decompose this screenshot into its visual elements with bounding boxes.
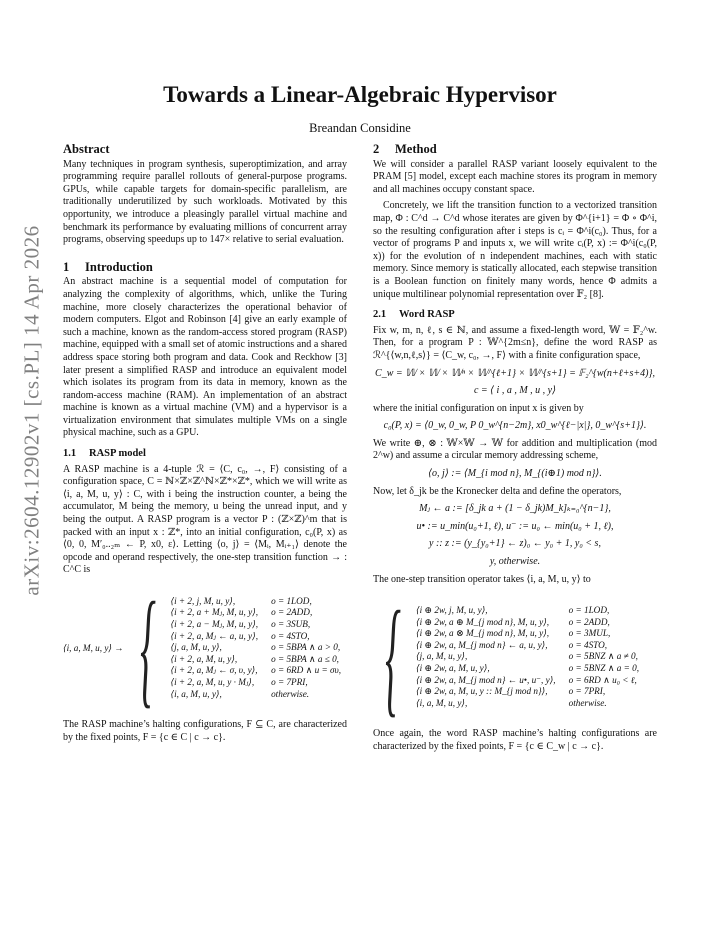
arxiv-stamp (14, 160, 50, 660)
word-rasp-heading (373, 309, 657, 322)
method-p1: We will consider a parallel RASP variant loosely equivalent to the PRAM [5] model, except each machine stores its program in memory and all machines occupy constant space. (373, 158, 657, 195)
case-expression: ⟨i + 2, a, M, u, y · Mⱼ⟩, (170, 676, 255, 687)
right-column (373, 143, 657, 757)
case-condition: o = 5BPA ∧ a ≤ 0, (271, 653, 339, 664)
case-row (168, 665, 345, 677)
method-number: 2 (373, 142, 380, 156)
case-row (413, 675, 642, 687)
arxiv-id: arXiv:2604.12902v1 [cs.PL] 14 Apr 2026 (19, 224, 44, 596)
rasp-model-text: A RASP machine is a 4-tuple ℛ = ⟨C, c₀, →, F⟩ consisting of a configuration space, C = ℕ×ℤ×ℤ^ℕ×ℤ*×ℤ*, which we will write as ⟨i, a, M, u, y⟩ : C, with i being the instruction counter, a being the accumulator, M being the memory, u being the unread input, and y being the output. A RASP program is a vector P : (ℤ×ℤ)^m that is packed with an input x : ℤ*, into an initial configuration, c₀(P, x) as ⟨0, 0, M′₀..₂ₘ ← P, x0, ε⟩. Letting ⟨o, j⟩ = ⟨Mᵢ, Mᵢ₊₁⟩ denote the opcode and operand respectively, the one-step transition function → : C^C is (63, 463, 347, 576)
initial-config-equation: c₀(P, x) = ⟨0_w, 0_w, P 0_w^{n−2m}, x0_w^{ℓ−|x|}, 0_w^{s+1}⟩. (383, 420, 647, 432)
case-row (168, 689, 345, 701)
rasp-cases-table (168, 596, 345, 700)
case-row (168, 607, 345, 619)
rasp-transition-equation (63, 576, 347, 720)
output-append-otherwise: y, otherwise. (489, 556, 541, 568)
case-expression: ⟨i ⊕ 2w, j, M, u, y⟩, (416, 605, 488, 616)
abstract-text: Many techniques in program synthesis, superoptimization, and array programming require parallel rollouts of general-purpose programs. GPUs, while capable targets for domain-specific parallelism, are traditionally underutilized by such workloads. Motivated by this opportunity, we introduce a pleasingly parallel virtual machine and benchmark its performance by evaluating millions of concurrent array programs, observing speedups up to 147× relative to serial evaluation. (63, 158, 347, 246)
case-condition: o = 4STO, (271, 630, 310, 641)
case-expression: ⟨i ⊕ 2w, a, M, u, y :: M_{j mod n}⟩, (416, 686, 548, 697)
case-row (168, 619, 345, 631)
case-expression: ⟨i + 2, a, M, u, y⟩, (170, 653, 238, 664)
word-rasp-cases-table (413, 605, 642, 709)
output-append-equation: y :: z := (y_{y₀+1} ← z)₀ ← y₀ + 1, y₀ < s, (429, 538, 601, 550)
input-operators-equation: u• := u_min(u₀+1, ℓ), u⁻ := u₀ ← min(u₀ + 1, ℓ), (416, 520, 614, 532)
case-row (413, 698, 642, 710)
case-expression: ⟨i + 2, j, M, u, y⟩, (170, 595, 236, 606)
case-row (413, 605, 642, 617)
case-row (413, 663, 642, 675)
case-row (413, 628, 642, 640)
case-condition: o = 6RD ∧ u = συ, (271, 665, 342, 676)
word-rasp-p2: where the initial configuration on input x is given by (373, 402, 584, 414)
case-expression: ⟨i + 2, a, Mⱼ ← σ, υ, y⟩, (170, 665, 258, 676)
abstract-heading: Abstract (63, 142, 110, 156)
intro-text: An abstract machine is a sequential model of computation for analyzing the complexity of algorithms, which, unlike the Turing machine, more closely characterizes the operational behavior of modern computers. Elgot and Robinson [4] give an early example of such a machine, known as the random-access stored program (RASP) machine, equipped with a small set of atomic instructions and a shared address space storing both program and data. Cook and Reckhow [3] later present a simplified RASP and introduce an equivalent model which isolates its program from its data in memory, known as the random-access machine (RAM). An implementation of an abstract machine is known as a virtual machine (VM) and a hypervisor is a virtualization environment that simulates multiple VMs on a single physical machine, such as a GPU. (63, 276, 347, 439)
case-row (413, 617, 642, 629)
word-rasp-closing-text: Once again, the word RASP machine’s halting configurations are characterized by the fixed points, F = {c ∈ C_w | c → c}. (373, 728, 657, 752)
method-title: Method (395, 142, 437, 156)
case-row (168, 596, 345, 608)
case-condition: o = 5BNZ ∧ a = 0, (568, 663, 640, 674)
left-brace: { (385, 585, 401, 730)
word-rasp-transition-equation (373, 585, 657, 730)
case-expression: ⟨j, a, M, u, y⟩, (416, 651, 468, 662)
case-row (168, 642, 345, 654)
case-expression: ⟨i ⊕ 2w, a, M, u, y⟩, (416, 663, 490, 674)
case-condition: o = 7PRI, (568, 686, 606, 697)
case-condition: o = 3MUL, (568, 628, 611, 639)
case-expression: ⟨i + 2, a, Mⱼ ← a, u, y⟩, (170, 630, 259, 641)
addressing-equation: ⟨o, j⟩ := ⟨M_{i mod n}, M_{(i⊕1) mod n}⟩. (428, 468, 602, 480)
case-condition: o = 7PRI, (271, 676, 308, 687)
method-heading (373, 143, 657, 156)
word-rasp-p4: Now, let δ_jk be the Kronecker delta and define the operators, (373, 485, 622, 497)
config-space-equation: C_w = 𝕎 × 𝕎 × 𝕎ⁿ × 𝕎^{ℓ+1} × 𝕎^{s+1} = 𝔽₂^{w(n+ℓ+s+4)}, (375, 367, 655, 379)
case-expression: ⟨i + 2, a + Mⱼ, M, u, y⟩, (170, 607, 259, 618)
word-rasp-number: 2.1 (373, 309, 387, 321)
case-row (413, 686, 642, 698)
case-row (413, 640, 642, 652)
case-expression: ⟨i, a, M, u, y⟩, (416, 697, 468, 708)
method-p2: Concretely, we lift the transition function to a vectorized transition map, Φ : C^d → C^d whose iterates are given by Φ^{i+1} = Φ ∘ Φ^i, so the resulting configuration after i steps is cᵢ = Φ^i(c₀). Thus, for a vector of programs P and inputs x, we will write cᵢ(P, x) := Φ^i(c₀(P, x)) for the evolution of n independent machines, each with static memory. Since memory is statically allocated, each stepwise transition is a Boolean function on finitely many words, hence Φ admits a unique multilinear polynomial representation over 𝔽₂ [8]. (373, 200, 657, 300)
paper-author: Breandan Considine (309, 121, 411, 135)
case-condition: o = 4STO, (568, 639, 608, 650)
rasp-model-number: 1.1 (63, 448, 77, 460)
config-tuple-equation: c = ⟨ i , a , M , u , y⟩ (473, 385, 557, 397)
case-expression: ⟨i + 2, a − Mⱼ, M, u, y⟩, (170, 619, 259, 630)
memory-write-equation: Mⱼ ← a := [δ_jk a + (1 − δ_jk)M_k]ₖ₌₀^{n−1}, (419, 503, 611, 515)
word-rasp-p1: Fix w, m, n, ℓ, s ∈ ℕ, and assume a fixed-length word, 𝕎 = 𝔽₂^w. Then, for a program P : 𝕎^{2m≤n}, define the word RASP as ℛ^{⟨w,n,ℓ,s⟩} = ⟨C_w, c₀, →, F⟩ with a finite configuration space, (373, 324, 657, 361)
rasp-model-title: RASP model (89, 448, 146, 460)
rasp-closing-text: The RASP machine’s halting configurations, F ⊆ C, are characterized by the fixed points, F = {c ∈ C | c → c}. (63, 719, 347, 743)
intro-title: Introduction (85, 259, 153, 274)
case-row (413, 651, 642, 663)
rasp-transition-lhs: ⟨i, a, M, u, y⟩ → (63, 642, 124, 653)
left-column (63, 143, 347, 748)
case-condition: o = 5BNZ ∧ a ≠ 0, (568, 651, 638, 662)
case-expression: ⟨i ⊕ 2w, a ⊕ M_{j mod n}, M, u, y⟩, (416, 616, 550, 627)
case-expression: ⟨i ⊕ 2w, a, M_{j mod n} ← u•, u⁻, y⟩, (416, 674, 556, 685)
case-condition: o = 6RD ∧ u₀ < ℓ, (568, 674, 637, 685)
case-row (168, 677, 345, 689)
case-expression: ⟨i ⊕ 2w, a ⊗ M_{j mod n}, M, u, y⟩, (416, 628, 550, 639)
case-condition: otherwise. (271, 688, 310, 699)
case-condition: o = 3SUB, (271, 619, 311, 630)
case-expression: ⟨j, a, M, u, y⟩, (170, 642, 222, 653)
case-condition: o = 1LOD, (271, 595, 312, 606)
left-brace: { (139, 576, 156, 720)
case-condition: otherwise. (568, 697, 607, 708)
case-condition: o = 2ADD, (568, 616, 610, 627)
case-expression: ⟨i, a, M, u, y⟩, (170, 688, 222, 699)
rasp-model-heading (63, 448, 347, 461)
case-expression: ⟨i ⊕ 2w, a, M_{j mod n} ← a, u, y⟩, (416, 639, 548, 650)
case-condition: o = 1LOD, (568, 605, 610, 616)
paper-title: Towards a Linear-Algebraic Hypervisor (163, 82, 557, 107)
word-rasp-p3: We write ⊕, ⊗ : 𝕎×𝕎 → 𝕎 for addition and multiplication (mod 2^w) and assume a circular memory addressing scheme, (373, 437, 657, 462)
word-rasp-p5: The one-step transition operator takes ⟨i, a, M, u, y⟩ to (373, 573, 591, 585)
intro-heading (63, 261, 347, 274)
case-row (168, 631, 345, 643)
intro-number: 1 (63, 259, 70, 274)
case-condition: o = 2ADD, (271, 607, 313, 618)
word-rasp-title: Word RASP (399, 309, 455, 321)
case-row (168, 654, 345, 666)
case-condition: o = 5BPA ∧ a > 0, (271, 642, 341, 653)
